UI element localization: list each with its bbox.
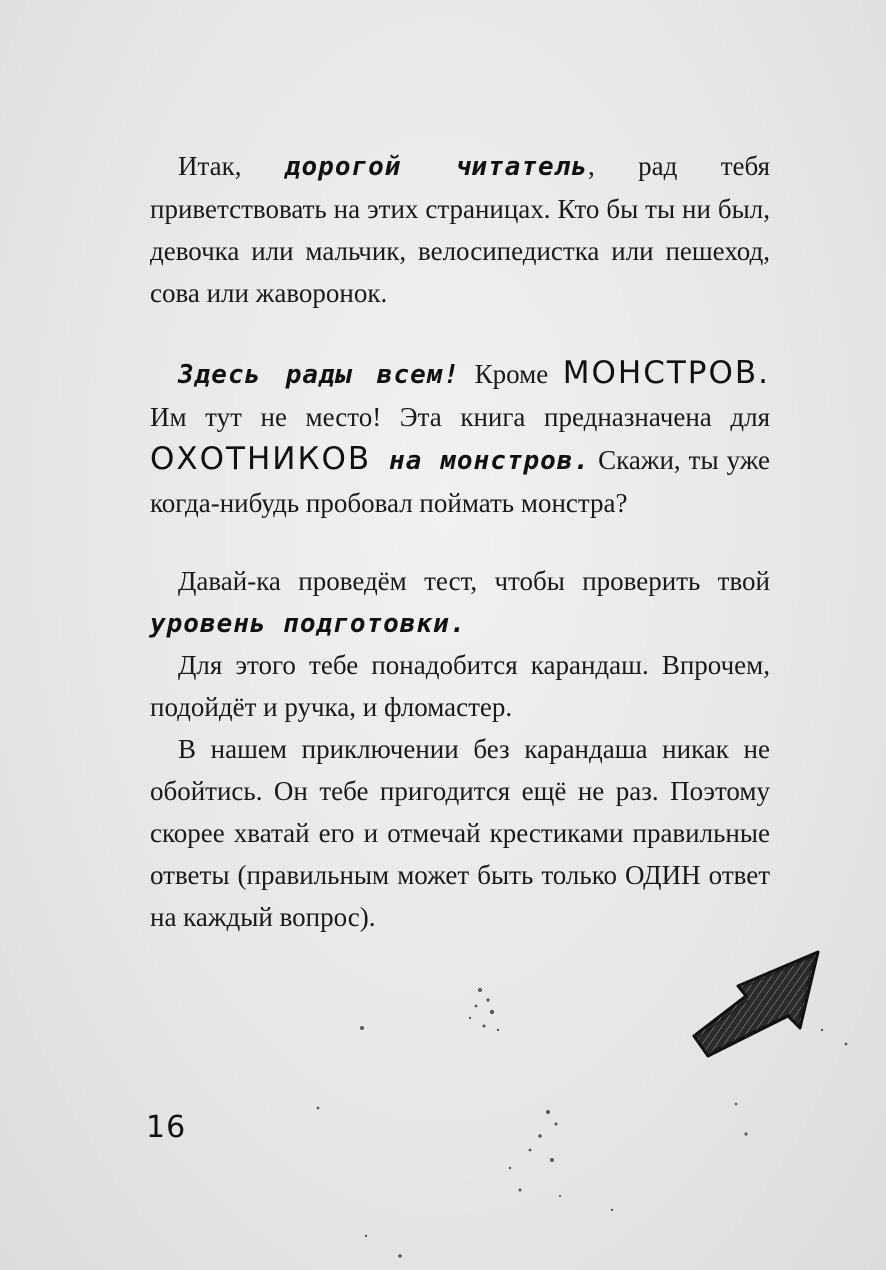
paragraph-greeting (150, 145, 770, 314)
text-except: Кроме (460, 359, 563, 389)
paragraph-instructions: В нашем приключении без карандаша никак не обойтись. Он тебе пригодится ещё не раз. Поэтому скорее хватай его и отмечай крестиками правильные ответы (правильным может быть только ОДИН ответ на каждый вопрос). (150, 734, 770, 932)
text-no-place: Им тут не место! Эта книга предназначена для (150, 402, 770, 432)
text-test: Давай-ка проведём тест, чтобы проверить твой (178, 566, 770, 596)
text-lead: Итак, (178, 151, 242, 181)
handwritten-hunters: ОХОТНИКОВ (150, 441, 372, 477)
paragraph-pencil: Для этого тебе понадобится карандаш. Впрочем, подойдёт и ручка, и фломастер. (150, 650, 770, 722)
handwritten-dear-reader: дорогой читатель (284, 152, 588, 182)
handwritten-welcome-all: Здесь рады всем! (178, 360, 461, 390)
handwritten-monsters: МОНСТРОВ. (562, 355, 770, 391)
handwritten-preparation-level: уровень подготовки. (150, 609, 467, 639)
text-greeting-rest: , рад тебя приветствовать на этих страницах. Кто бы ты ни был, девочка или мальчик, велосипедистка или пешеход, сова или жаворонок. (150, 151, 770, 308)
paragraph-monsters (150, 352, 770, 524)
text-question: Скажи, ты уже когда-нибудь пробовал поймать монстра? (150, 445, 770, 518)
paragraph-test (150, 560, 770, 645)
handwritten-on-monsters: на монстров. (371, 446, 591, 476)
hand-drawn-arrow-icon (684, 944, 824, 1064)
page-number: 16 (146, 1110, 187, 1145)
